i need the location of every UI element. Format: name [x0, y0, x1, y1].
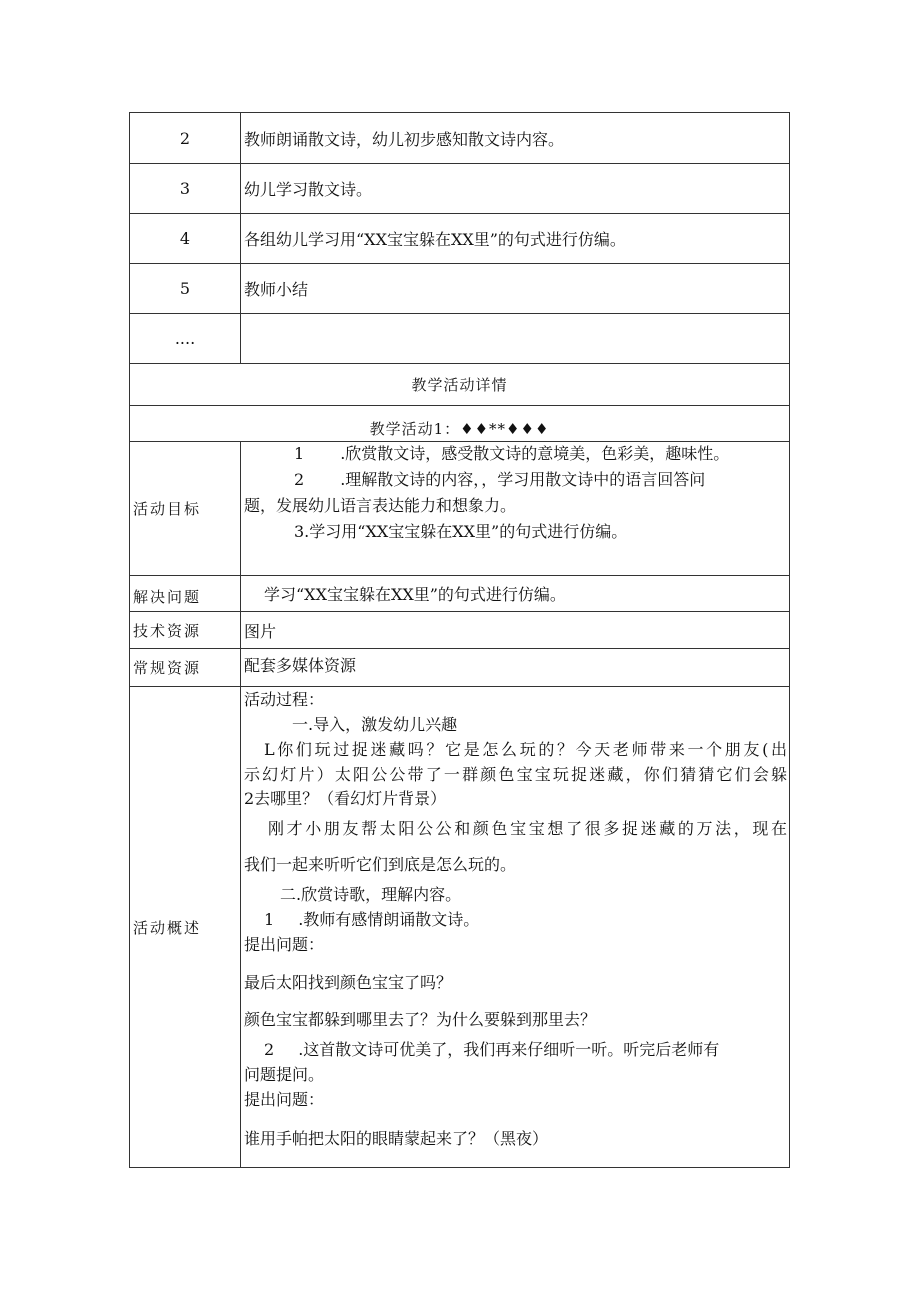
tech-label: 技术资源	[130, 612, 241, 648]
paragraph-2-line-2: 我们一起来听听它们到底是怎么玩的。	[244, 855, 517, 874]
step-text: 教师小结	[244, 280, 309, 299]
step-row	[130, 113, 789, 163]
step-text: 各组幼儿学习用“XX宝宝躲在XX里”的句式进行仿编。	[244, 230, 626, 249]
step-2-continued: 问题提问。	[244, 1065, 325, 1084]
goal-2-continued: 题，发展幼儿语言表达能力和想象力。	[244, 496, 517, 515]
step-number: ....	[130, 314, 241, 363]
overview-row	[130, 686, 789, 1167]
intro-heading: 一.导入，激发幼儿兴趣	[292, 715, 458, 734]
step-text	[242, 314, 789, 363]
goal-3-text: 3.学习用“XX宝宝躲在XX里”的句式进行仿编。	[294, 522, 628, 541]
problem-row	[130, 575, 789, 611]
activity-title: 教学活动1：♦♦**♦♦♦	[369, 420, 550, 438]
section-title: 教学活动详情	[411, 376, 508, 394]
overview-content	[242, 687, 789, 1167]
goal-1-text: .欣赏散文诗，感受散文诗的意境美，色彩美，趣味性。	[340, 444, 730, 463]
question-1: 最后太阳找到颜色宝宝了吗？	[244, 973, 453, 992]
process-heading: 活动过程：	[244, 690, 325, 709]
overview-label: 活动概述	[130, 687, 241, 1167]
problem-text: 学习“XX宝宝躲在XX里”的句式进行仿编。	[264, 585, 566, 604]
enjoy-heading: 二.欣赏诗歌，理解内容。	[280, 885, 462, 904]
ask-heading-2: 提出问题：	[244, 1090, 325, 1109]
problem-label: 解决问题	[130, 576, 241, 611]
step-number: 4	[130, 214, 241, 263]
goals-content	[242, 442, 789, 575]
step-2-number: 2	[264, 1040, 275, 1059]
step-row	[130, 213, 789, 263]
goal-2-number: 2	[294, 470, 305, 489]
step-text: 幼儿学习散文诗。	[244, 180, 373, 199]
goal-1-number: 1	[294, 444, 305, 463]
paragraph-1-line-3: 2去哪里？（看幻灯片背景）	[244, 789, 447, 808]
paragraph-2-line-1: 刚才小朋友帮太阳公公和颜色宝宝想了很多捉迷藏的万法，现在	[268, 819, 787, 838]
step-1-number: 1	[264, 910, 275, 929]
paragraph-1-line-2: 示幻灯片）太阳公公带了一群颜色宝宝玩捉迷藏，你们猜猜它们会躲	[244, 765, 787, 784]
question-2: 颜色宝宝都躲到哪里去了？为什么要躲到那里去？	[244, 1010, 597, 1029]
step-text: 教师朗诵散文诗，幼儿初步感知散文诗内容。	[244, 129, 565, 149]
step-number: 2	[130, 113, 241, 163]
tech-row	[130, 611, 789, 648]
step-row	[130, 263, 789, 313]
step-1-text: .教师有感情朗诵散文诗。	[298, 910, 480, 929]
goals-row	[130, 441, 789, 575]
goals-label: 活动目标	[130, 442, 241, 575]
regular-label: 常规资源	[130, 649, 241, 686]
step-row	[130, 313, 789, 363]
goal-2-text: .理解散文诗的内容，，学习用散文诗中的语言回答问	[340, 470, 706, 489]
step-number: 3	[130, 164, 241, 213]
step-2-text: .这首散文诗可优美了，我们再来仔细听一听。听完后老师有	[298, 1040, 720, 1059]
regular-text: 配套多媒体资源	[244, 656, 357, 675]
lesson-plan-table	[129, 112, 790, 1168]
step-row	[130, 163, 789, 213]
ask-heading-1: 提出问题：	[244, 935, 325, 954]
activity-title-row	[130, 405, 789, 441]
section-title-row	[130, 363, 789, 405]
question-3: 谁用手帕把太阳的眼睛蒙起来了？（黑夜）	[244, 1129, 549, 1148]
paragraph-1-line-1: L你们玩过捉迷藏吗？它是怎么玩的？今天老师带来一个朋友(出	[264, 740, 787, 759]
step-number: 5	[130, 264, 241, 313]
regular-row	[130, 648, 789, 686]
tech-text: 图片	[244, 621, 277, 641]
